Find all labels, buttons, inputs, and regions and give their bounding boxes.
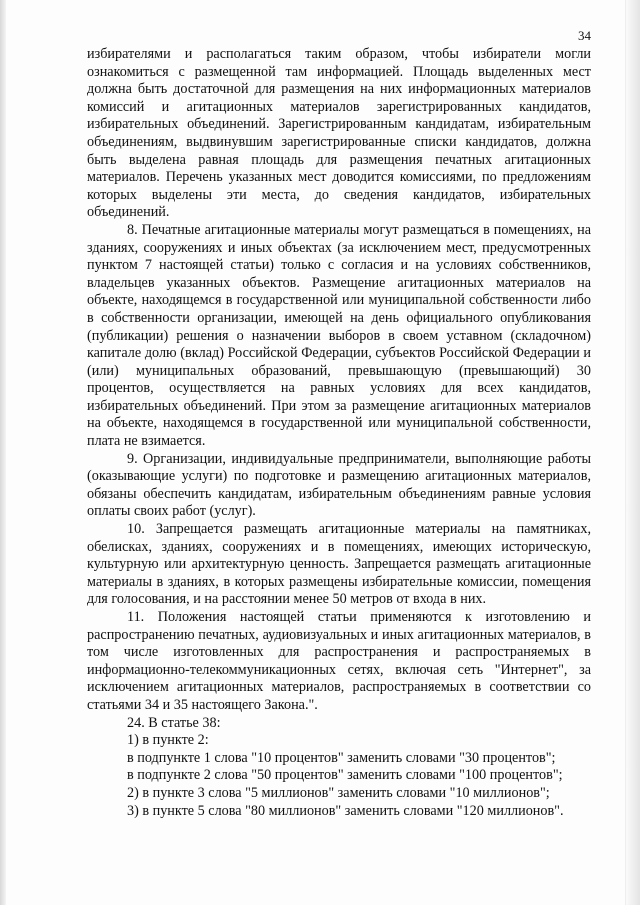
paragraph-continuation: избирателями и располагаться таким образом, чтобы избиратели могли ознакомиться с размещенной там информацией. Площадь выделенных мест должна быть достаточной для размещения на них информационных материалов комиссий и агитационных материалов зарегистрированных кандидатов, избирательных объединений. Зарегистрированным кандидатам, избирательным объединениям, выдвинувшим зарегистрированные списки кандидатов, должна быть выделена равная площадь для размещения печатных агитационных материалов. Перечень указанных мест доводится комиссиями, по предложениям которых выделены эти места, до сведения кандидатов, избирательных объединений. [87, 46, 591, 221]
paragraph-9: 9. Организации, индивидуальные предприниматели, выполняющие работы (оказывающие услуги) по подготовке и размещению агитационных материалов, обязаны обеспечить кандидатам, избирательным объединениям равные условия оплаты своих работ (услуг). [87, 450, 591, 520]
paragraph-10: 10. Запрещается размещать агитационные материалы на памятниках, обелисках, зданиях, сооружениях и в помещениях, имеющих историческую, культурную или архитектурную ценность. Запрещается размещать агитационные материалы в зданиях, в которых размещены избирательные комиссии, помещения для голосования, и на расстоянии менее 50 метров от входа в них. [87, 521, 591, 608]
amendment-subitem-1: в подпункте 1 слова "10 процентов" заменить словами "30 процентов"; [127, 749, 556, 766]
amendment-item-3: 3) в пункте 5 слова "80 миллионов" заменить словами "120 миллионов". [127, 802, 564, 819]
scan-edge-left [0, 0, 6, 905]
page-number: 34 [578, 28, 591, 43]
document-body [87, 46, 591, 820]
scan-edge-right [625, 0, 640, 905]
amendment-item-2: 2) в пункте 3 слова "5 миллионов" заменить словами "10 миллионов"; [127, 784, 550, 801]
amendment-item-1: 1) в пункте 2: [127, 732, 209, 749]
amendment-subitem-2: в подпункте 2 слова "50 процентов" заменить словами "100 процентов"; [127, 767, 563, 784]
amendment-24-heading: 24. В статье 38: [127, 714, 221, 731]
paragraph-8: 8. Печатные агитационные материалы могут размещаться в помещениях, на зданиях, сооружениях и иных объектах (за исключением мест, предусмотренных пунктом 7 настоящей статьи) только с согласия и на условиях собственников, владельцев указанных объектов. Размещение агитационных материалов на объекте, находящемся в государственной или муниципальной собственности либо в собственности организации, имеющей на день официального опубликования (публикации) решения о назначении выборов в своем уставном (складочном) капитале долю (вклад) Российской Федерации, субъектов Российской Федерации и (или) муниципальных образований, превышающую (превышающий) 30 процентов, осуществляется на равных условиях для всех кандидатов, избирательных объединений. При этом за размещение агитационных материалов на объекте, находящемся в государственной или муниципальной собственности, плата не взимается. [87, 221, 591, 450]
paragraph-11: 11. Положения настоящей статьи применяются к изготовлению и распространению печатных, аудиовизуальных и иных агитационных материалов, в том числе изготовленных для распространения и распространяемых в информационно-телекоммуникационных сетях, включая сеть "Интернет", за исключением агитационных материалов, распространяемых в соответствии со статьями 34 и 35 настоящего Закона.". [87, 609, 591, 713]
